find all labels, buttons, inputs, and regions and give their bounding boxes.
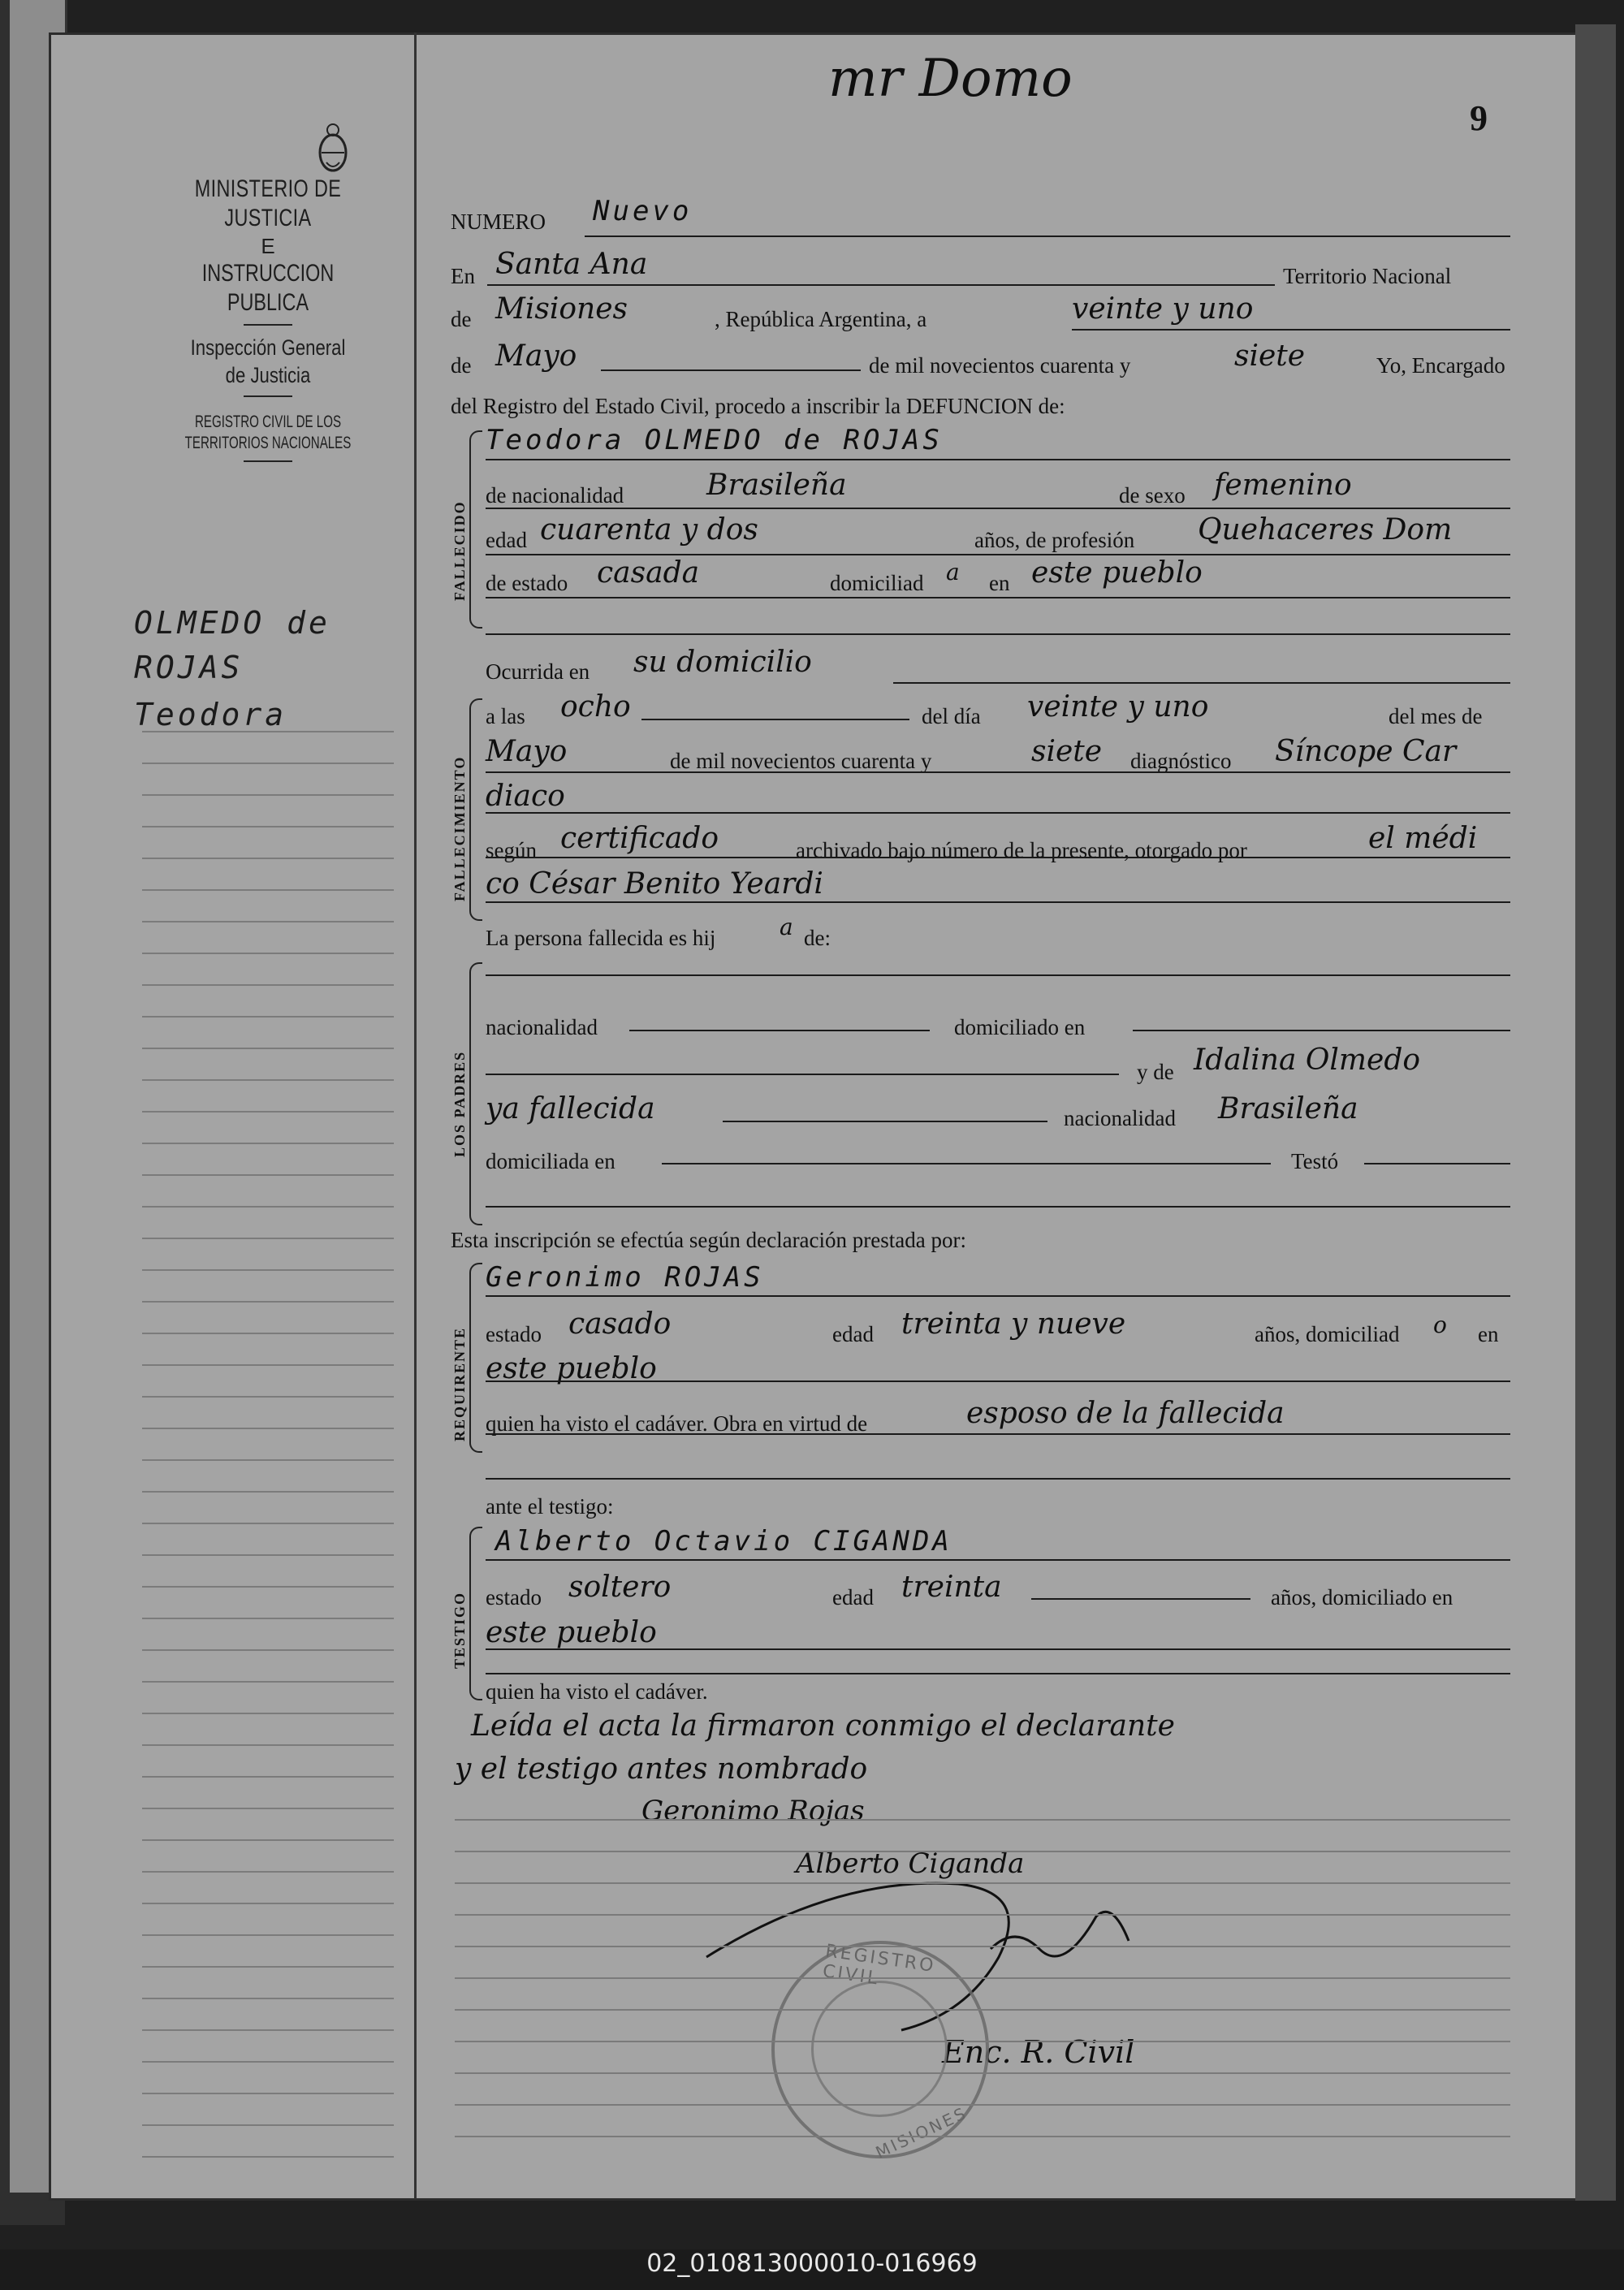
testigo-intro: ante el testigo: xyxy=(486,1494,614,1519)
padres-hija-suffix: a xyxy=(780,914,793,940)
fallecimiento-ocurrida-label: Ocurrida en xyxy=(486,659,590,684)
requirente-estado: casado xyxy=(568,1307,672,1341)
dia-value: veinte y uno xyxy=(1072,292,1254,326)
anio-value: siete xyxy=(1234,339,1306,373)
mes-value: Mayo xyxy=(495,339,577,373)
fallecido-sexo: femenino xyxy=(1214,469,1352,502)
ministry-title: MINISTERIO DE JUSTICIA xyxy=(194,175,342,231)
fallecimiento-dia: veinte y uno xyxy=(1027,690,1209,724)
fallecido-domiciliado-label: domiciliad xyxy=(830,571,924,595)
padres-y-de-label: y de xyxy=(1137,1060,1174,1084)
testigo-edad: treinta xyxy=(901,1571,1002,1604)
fallecido-nacionalidad: Brasileña xyxy=(706,469,847,502)
margin-given-name: Teodora xyxy=(134,697,287,732)
fallecido-nacionalidad-label: de nacionalidad xyxy=(486,483,624,508)
requirente-edad: treinta y nueve xyxy=(901,1307,1126,1341)
fallecimiento-anio-label: de mil novecientos cuarenta y xyxy=(670,749,932,773)
requirente-anios-suffix: o xyxy=(1433,1311,1447,1338)
registry-line-2: TERRITORIOS NACIONALES xyxy=(184,434,352,452)
fallecido-profesion-label: años, de profesión xyxy=(974,528,1135,552)
testigo-nombre: Alberto Octavio CIGANDA xyxy=(495,1525,952,1558)
right-page-fold xyxy=(1575,24,1616,2201)
fallecimiento-dia-label: del día xyxy=(922,704,981,728)
padres-domiciliado-label: domiciliado en xyxy=(954,1015,1086,1039)
provincia-value: Misiones xyxy=(495,292,628,326)
testigo-edad-label: edad xyxy=(832,1585,874,1609)
fallecido-sexo-label: de sexo xyxy=(1119,483,1186,508)
margin-surname-2: ROJAS xyxy=(134,650,244,685)
padres-nacionalidad2: Brasileña xyxy=(1218,1092,1358,1126)
territorio-label: Territorio Nacional xyxy=(1283,264,1452,288)
fallecimiento-otorgado-1: el médi xyxy=(1368,822,1478,855)
padres-nacionalidad-label: nacionalidad xyxy=(486,1015,598,1039)
requirente-en-label: en xyxy=(1478,1322,1499,1346)
requirente-visto: esposo de la fallecida xyxy=(966,1397,1285,1430)
fallecimiento-hora-label: a las xyxy=(486,704,525,728)
page-number: 9 xyxy=(1470,98,1488,138)
fallecimiento-hora: ocho xyxy=(560,690,631,724)
signature-encargado: Enc. R. Civil xyxy=(942,2034,1135,2070)
section-testigo: TESTIGO xyxy=(451,1591,468,1669)
requirente-edad-label: edad xyxy=(832,1322,874,1346)
padres-hija-de: de: xyxy=(804,926,831,950)
requirente-intro: Esta inscripción se efectúa según declaración prestada por: xyxy=(451,1228,966,1252)
fallecido-edad-label: edad xyxy=(486,528,527,552)
testigo-estado-label: estado xyxy=(486,1585,542,1609)
padres-domiciliada-label: domiciliada en xyxy=(486,1149,615,1173)
requirente-estado-label: estado xyxy=(486,1322,542,1346)
section-fallecimiento: FALLECIMIENTO xyxy=(451,755,468,901)
fallecido-en-label: en xyxy=(989,571,1010,595)
testigo-domicilio: este pueblo xyxy=(486,1616,657,1649)
fallecido-profesion: Quehaceres Dom xyxy=(1198,513,1453,547)
signature-testigo: Alberto Ciganda xyxy=(796,1847,1025,1880)
fallecimiento-segun-label: según xyxy=(486,838,537,862)
requirente-visto-label: quien ha visto el cadáver. Obra en virtud de xyxy=(486,1411,868,1436)
header-scribble: mr Domo xyxy=(828,49,1073,109)
fallecimiento-otorgado-2: co César Benito Yeardi xyxy=(486,867,823,901)
padres-hija-label: La persona fallecida es hij xyxy=(486,926,716,950)
civil-registry-stamp xyxy=(771,1941,989,2163)
fallecimiento-mes-label: del mes de xyxy=(1389,704,1483,728)
fallecimiento-diagnostico-2: diaco xyxy=(486,780,565,813)
stamp-top-text: REGISTRO CIVIL xyxy=(821,1941,937,1990)
padres-madre-estado: ya fallecida xyxy=(486,1092,655,1126)
de-label: de xyxy=(451,307,472,331)
fallecido-nombre: Teodora OLMEDO de ROJAS xyxy=(486,424,943,456)
registry-line-1: REGISTRO CIVIL DE LOS xyxy=(194,413,342,431)
closing-line-1: Leída el acta la firmaron conmigo el declarante xyxy=(471,1709,1175,1743)
testigo-anios-label: años, domiciliado en xyxy=(1271,1585,1453,1609)
fallecido-estado-label: de estado xyxy=(486,571,568,595)
ministry-conj: E xyxy=(261,234,275,258)
fallecimiento-segun: certificado xyxy=(560,822,719,855)
section-los-padres: LOS PADRES xyxy=(451,1050,468,1157)
testigo-visto-label: quien ha visto el cadáver. xyxy=(486,1679,708,1704)
fallecimiento-archivado-label: archivado bajo número de la presente, otorgado por xyxy=(796,838,1247,862)
fallecido-domiciliado-suffix: a xyxy=(946,559,960,585)
republica-label: , República Argentina, a xyxy=(715,307,927,331)
fallecimiento-mes: Mayo xyxy=(486,735,568,768)
anio-label: de mil novecientos cuarenta y xyxy=(869,353,1131,378)
fallecimiento-diagnostico-1: Síncope Car xyxy=(1275,735,1457,768)
fallecimiento-anio: siete xyxy=(1031,735,1103,768)
fallecimiento-ocurrida: su domicilio xyxy=(633,646,812,679)
yo-label: Yo, Encargado xyxy=(1376,353,1505,378)
padres-nacionalidad2-label: nacionalidad xyxy=(1064,1106,1176,1130)
fallecido-edad: cuarenta y dos xyxy=(540,513,758,547)
numero-value: Nuevo xyxy=(593,195,693,227)
closing-line-2: y el testigo antes nombrado xyxy=(455,1752,868,1786)
en-value: Santa Ana xyxy=(495,248,648,281)
coat-of-arms-icon xyxy=(315,122,351,179)
fallecido-estado: casada xyxy=(597,556,700,590)
registro-text: del Registro del Estado Civil, procedo a inscribir la DEFUNCION de: xyxy=(451,394,1065,418)
padres-madre: Idalina Olmedo xyxy=(1194,1043,1421,1077)
de2-label: de xyxy=(451,353,472,378)
signature-declarante: Geronimo Rojas xyxy=(641,1795,865,1827)
inspection-line-1: Inspección General xyxy=(190,335,346,360)
image-caption: 02_010813000010-016969 xyxy=(646,2249,978,2278)
section-requirente: REQUIRENTE xyxy=(451,1326,468,1441)
ministry-instruction: INSTRUCCION PUBLICA xyxy=(201,260,335,316)
padres-testo-label: Testó xyxy=(1291,1149,1339,1173)
requirente-nombre: Geronimo ROJAS xyxy=(486,1261,764,1294)
ministry-header xyxy=(130,175,406,469)
testigo-estado: soltero xyxy=(568,1571,672,1604)
inspection-line-2: de Justicia xyxy=(225,363,311,387)
fallecido-domicilio: este pueblo xyxy=(1031,556,1203,590)
section-fallecido: FALLECIDO xyxy=(451,500,468,601)
margin-surname: OLMEDO de xyxy=(134,605,330,641)
requirente-domicilio: este pueblo xyxy=(486,1352,657,1385)
en-label: En xyxy=(451,264,475,288)
requirente-anios-label: años, domiciliad xyxy=(1255,1322,1400,1346)
numero-label: NUMERO xyxy=(451,210,546,234)
stamp-bottom-text: MISIONES xyxy=(872,2102,971,2163)
fallecimiento-diagnostico-label: diagnóstico xyxy=(1130,749,1232,773)
